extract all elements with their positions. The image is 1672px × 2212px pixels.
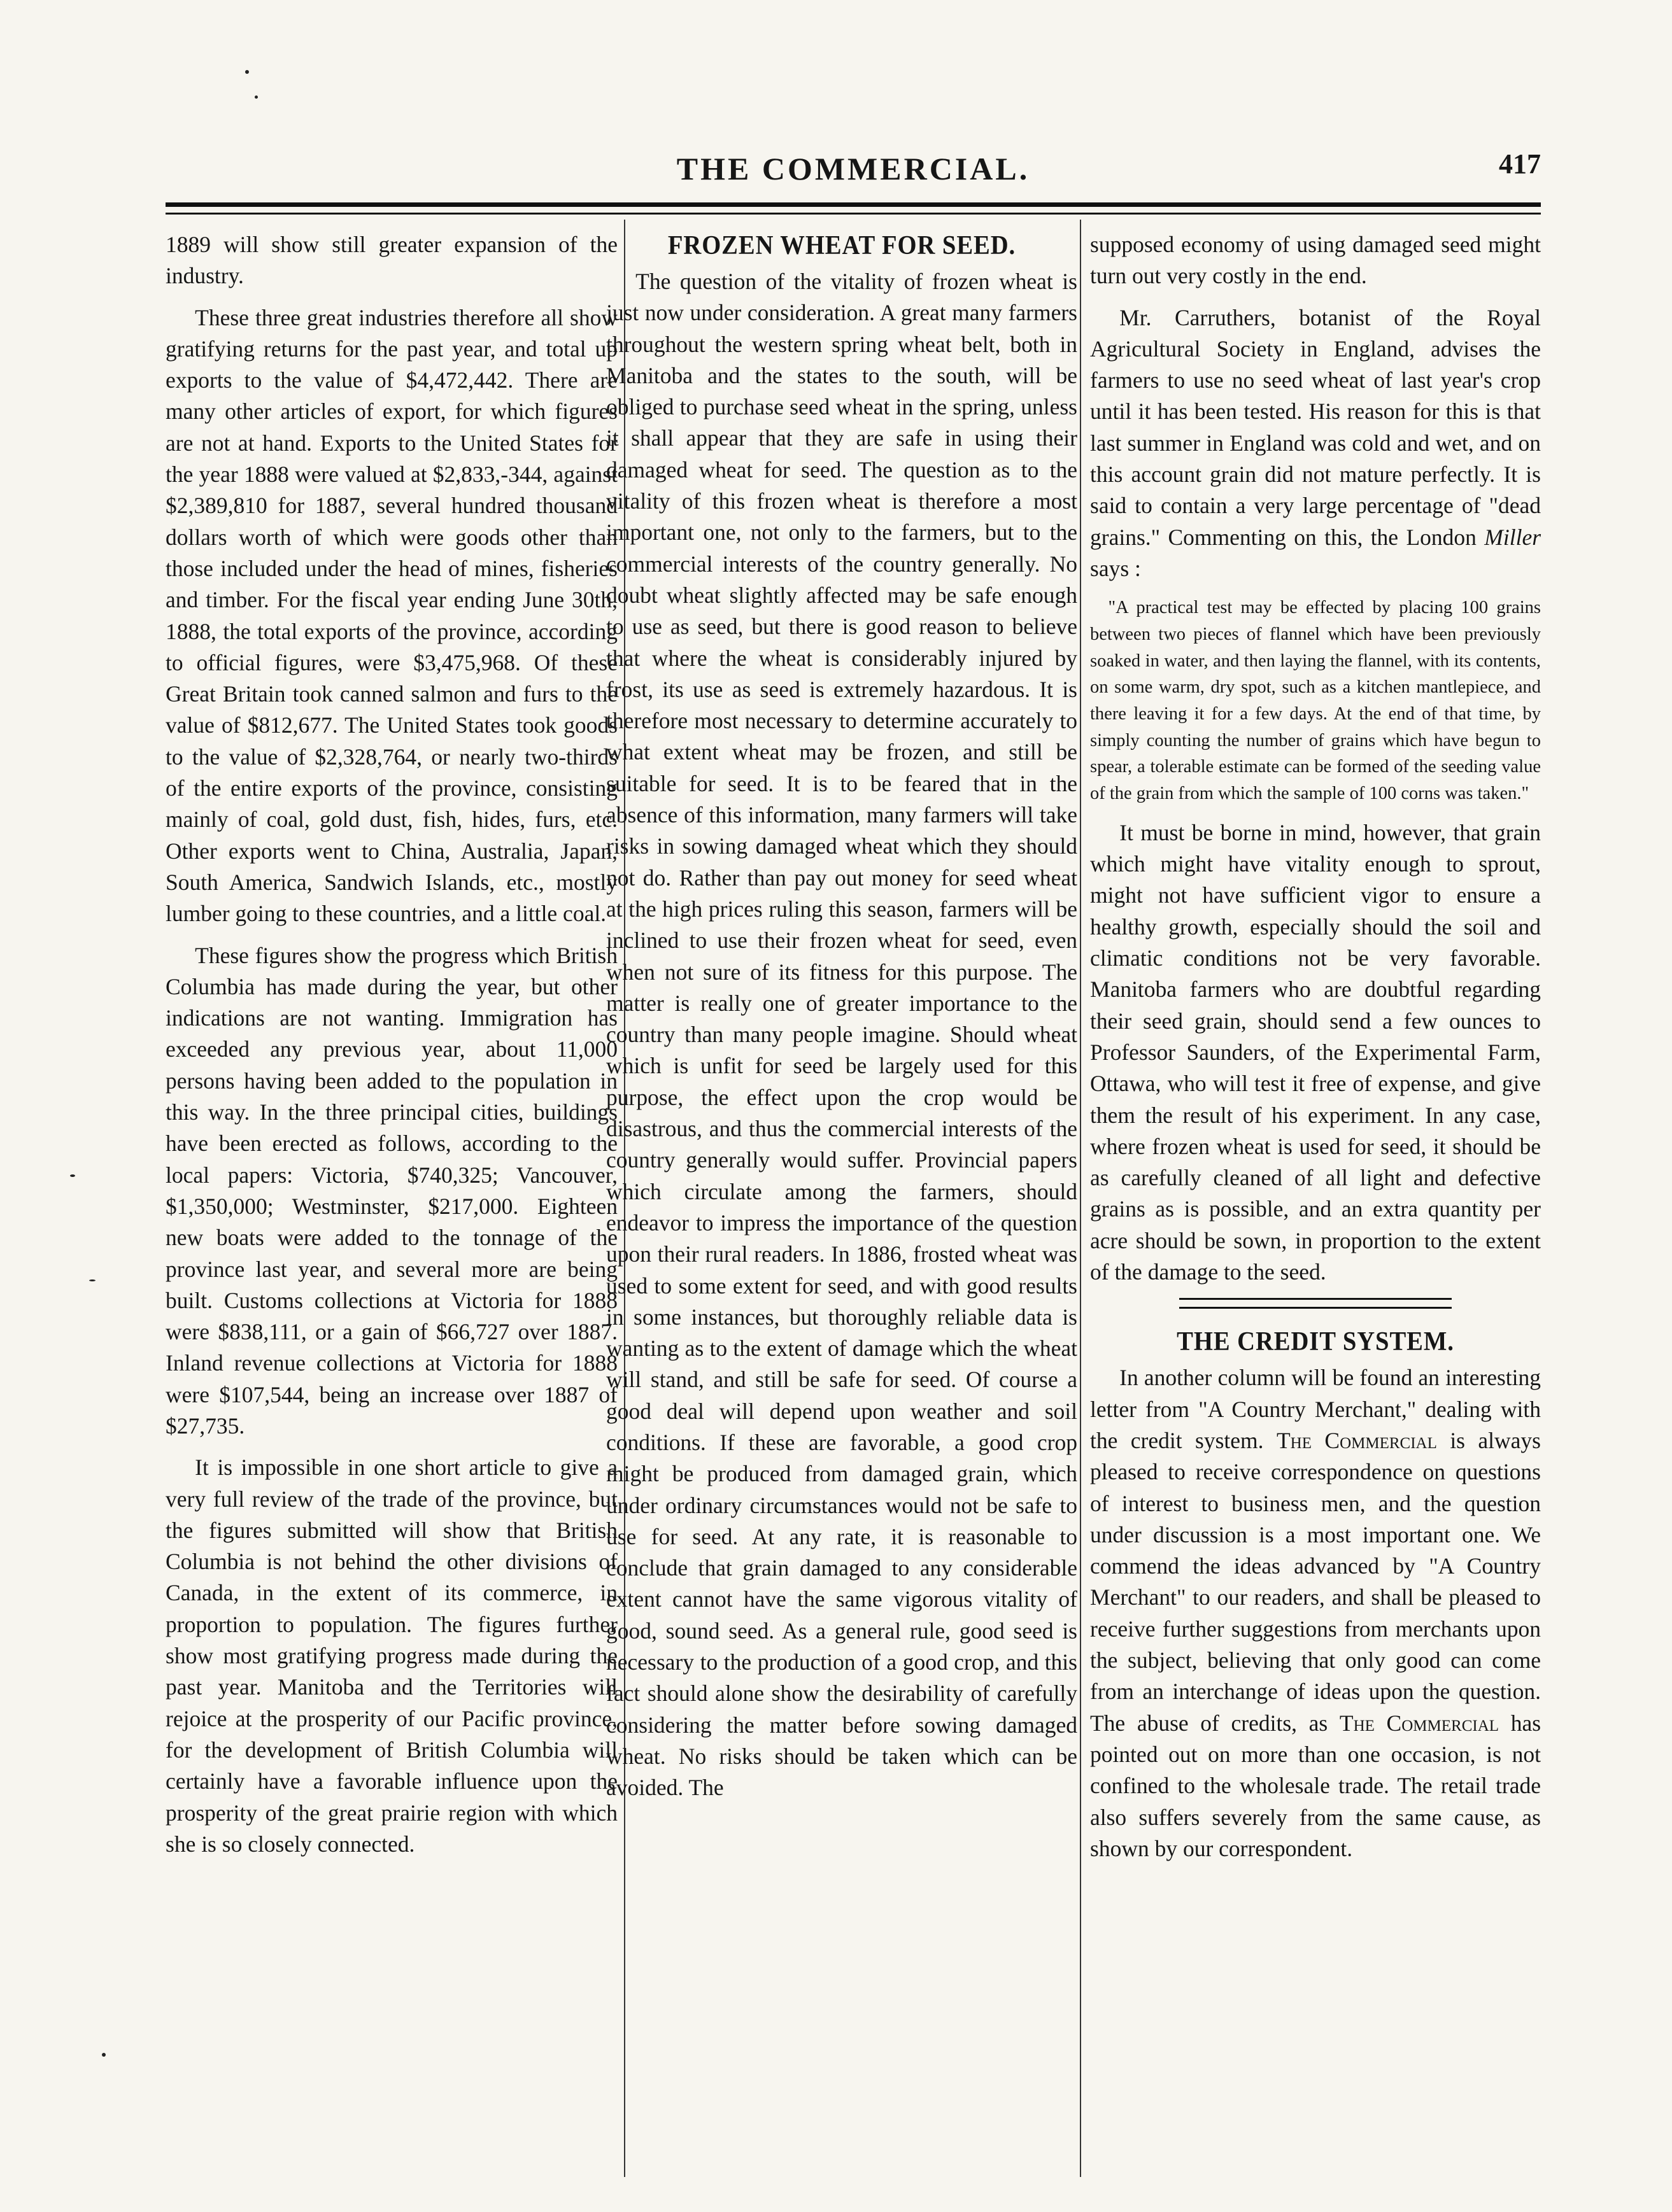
masthead-rule-bottom <box>166 213 1541 215</box>
paragraph: It is impossible in one short article to give a very full review of the trade of the province, but the figures submitted will show that British Columbia is not behind the other divisions of Canada, in the extent of its commerce, in proportion to population. The figures further show most gratifying progress made during the past year. Manitoba and the Territories will rejoice at the prosperity of our Pacific province, for the development of British Columbia will certainly have a favorable influence upon the prosperity of the great prairie region with which she is so closely connected. <box>166 1455 618 1857</box>
publication-name: The Commercial <box>1339 1710 1499 1736</box>
scan-speck <box>255 95 258 99</box>
column-1 <box>166 229 618 2158</box>
paragraph: 1889 will show still greater expansion of the industry. <box>166 232 618 289</box>
newspaper-title: THE COMMERCIAL. <box>676 151 1030 187</box>
section-divider <box>1179 1298 1452 1309</box>
publication-name: Miller <box>1484 524 1541 550</box>
article-heading-credit-system: THE CREDIT SYSTEM. <box>1177 1327 1454 1357</box>
paragraph: These three great industries therefore all show gratifying returns for the past year, and total up exports to the value of $4,472,442. There are many other articles of export, for which figures are not at hand. Exports to the United States for the year 1888 were valued at $2,833,-344, against $2,389,810 for 1887, several hundred thousand dollars worth of which were goods other than those included under the head of mines, fisheries and timber. For the fiscal year ending June 30th, 1888, the total exports of the province, according to official figures, were $3,475,968. Of these Great Britain took canned salmon and furs to the value of $812,677. The United States took goods to the value of $2,328,764, or nearly two-thirds of the entire exports of the province, consisting mainly of coal, gold dust, fish, hides, furs, etc. Other exports went to China, Australia, Japan, South America, Sandwich Islands, etc., mostly lumber going to these countries, and a little coal. <box>166 304 618 927</box>
paragraph <box>1090 302 1541 585</box>
text-run: In another column will be found an interesting letter from "A Country Merchant," dealing with the credit system. <box>1090 1365 1541 1453</box>
text-run: Mr. Carruthers, botanist of the Royal Agricultural Society in England, advises the farmers to use no seed wheat of last year's crop until it has been tested. His reason for this is that last summer in England was cold and wet, and on this account grain did not mature perfectly. It is said to contain a very large percentage of "dead grains." Commenting on this, the London <box>1090 304 1541 550</box>
column-3 <box>1090 229 1541 2158</box>
scan-speck <box>245 70 249 74</box>
page-number: 417 <box>1499 148 1541 180</box>
paragraph <box>1090 1362 1541 1864</box>
masthead <box>166 139 1541 187</box>
publication-name: The Commercial <box>1276 1427 1437 1453</box>
paragraph: The question of the vitality of frozen wheat is just now under consideration. A great many farmers throughout the western spring wheat belt, both in Manitoba and the states to the south, will be obliged to purchase seed wheat in the spring, unless it shall appear that they are safe in using their damaged wheat for seed. The question as to the vitality of this frozen wheat is therefore a most important one, not only to the farmers, but to the commercial interests of the country generally. No doubt wheat slightly affected may be safe enough to use as seed, but there is good reason to believe that where the wheat is considerably injured by frost, its use as seed is extremely hazardous. It is therefore most necessary to determine accurately to what extent wheat may be frozen, and still be suitable for seed. It is to be feared that in the absence of this information, many farmers will take risks in sowing damaged wheat which they should not do. Rather than pay out money for seed wheat at the high prices ruling this season, farmers will be inclined to use their frozen wheat for seed, even when not sure of its fitness for this purpose. The matter is really one of greater importance to the country than many people imagine. Should wheat which is unfit for seed be largely used for this purpose, the effect upon the crop would be disastrous, and thus the commercial interests of the country generally would suffer. Provincial papers which circulate among the farmers, should endeavor to impress the importance of the question upon their rural readers. In 1886, frosted wheat was used to some extent for seed, and with good results in some instances, but thoroughly reliable data is wanting as to the extent of damage which the wheat will stand, and still be safe for seed. Of course a good deal will depend upon weather and soil conditions. If these are favorable, a good crop might be produced from damaged grain, which under ordinary circumstances would not be safe to use for seed. At any rate, it is reasonable to conclude that grain damaged to any considerable extent cannot have the same vigorous vitality of good, sound seed. As a general rule, good seed is necessary to the production of a good crop, and this fact should alone show the desirability of carefully considering the matter before sowing damaged wheat. No risks should be taken which can be avoided. The <box>606 269 1077 1801</box>
paragraph: supposed economy of using damaged seed might turn out very costly in the end. <box>1090 232 1541 289</box>
column-2 <box>606 229 1077 2158</box>
paragraph: These figures show the progress which British Columbia has made during the year, but other indications are not wanting. Immigration has exceeded any previous year, about 11,000 persons having been added to the population in this way. In the three principal cities, buildings have been erected as follows, according to the local papers: Victoria, $740,325; Vancouver, $1,350,000; Westminster, $217,000. Eighteen new boats were added to the tonnage of the province last year, and several more are being built. Customs collections at Victoria for 1888 were $838,111, or a gain of $66,727 over 1887. Inland revenue collections at Victoria for 1888 were $107,544, being an increase over 1887 of $27,735. <box>166 942 618 1439</box>
scan-speck <box>89 1279 96 1281</box>
text-run: says : <box>1090 555 1141 581</box>
article-heading-frozen-wheat: FROZEN WHEAT FOR SEED. <box>667 231 1016 260</box>
scan-speck <box>70 1174 75 1177</box>
scan-speck <box>102 2053 106 2057</box>
column-divider-2 <box>1080 220 1081 2177</box>
masthead-rule-top <box>166 202 1541 207</box>
block-quote: "A practical test may be effected by placing 100 grains between two pieces of flannel which have been previously soaked in water, and then laying the flannel, with its contents, on some warm, dry spot, such as a kitchen mantlepiece, and there leaving it for a few days. At the end of that time, by simply counting the number of grains which have begun to spear, a tolerable estimate can be formed of the seeding value of the grain from which the sample of 100 corns was taken." <box>1090 598 1541 804</box>
text-run: is always pleased to receive correspondence on questions of interest to business men, and the question under discussion is a most important one. We commend the ideas advanced by "A Country Merchant" to our readers, and shall be pleased to receive further suggestions from merchants upon the subject, believing that only good can come from an interchange of ideas upon the question. The abuse of credits, as <box>1090 1427 1541 1736</box>
paragraph: It must be borne in mind, however, that grain which might have vitality enough to sprout, might not have sufficient vigor to ensure a healthy growth, especially should the soil and climatic conditions not be very favorable. Manitoba farmers who are doubtful regarding their seed grain, should send a few ounces to Professor Saunders, of the Experimental Farm, Ottawa, who will test it free of expense, and give them the result of his experiment. In any case, where frozen wheat is used for seed, it should be as carefully cleaned of all light and defective grains as is possible, and an extra quantity per acre should be sown, in proportion to the extent of the damage to the seed. <box>1090 819 1541 1285</box>
text-run: has pointed out on more than one occasion, is not confined to the wholesale trade. The retail trade also suffers severely from the same cause, as shown by our correspondent. <box>1090 1710 1541 1861</box>
